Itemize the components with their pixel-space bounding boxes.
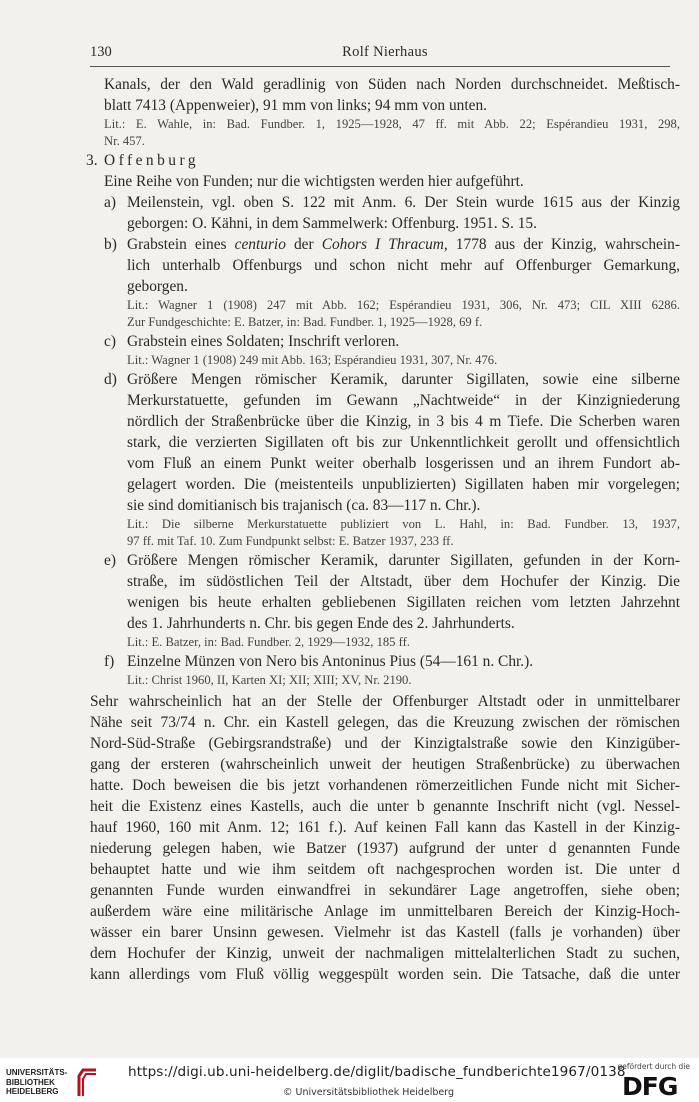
text-line: Einzelne Münzen von Nero bis Antoninus Pius (54—161 n. Chr.).	[127, 653, 534, 670]
lit-line: Lit.: Die silberne Merkurstatuette publiziert von L. Hahl, in: Bad. Fundber. 13, 1937,	[127, 517, 680, 531]
text-line: Nähe seit 73/74 n. Chr. ein Kastell gelegen, das die Kreuzung zwischen der römischen	[90, 714, 680, 731]
text-line: blatt 7413 (Appenweier), 91 mm von links; 94 mm von unten.	[104, 97, 488, 114]
item-label: d)	[104, 371, 117, 388]
lit-line: Lit.: Wagner 1 (1908) 249 mit Abb. 163; Espérandieu 1931, 307, Nr. 476.	[127, 353, 498, 367]
library-name-line: HEIDELBERG	[6, 1087, 59, 1096]
text-line: sie sind domitianisch bis trajanisch (ca. 83—117 n. Chr.).	[127, 497, 481, 514]
permalink-url[interactable]: https://digi.ub.uni-heidelberg.de/diglit/badische_fundberichte1967/0138	[128, 1064, 626, 1080]
text-line: Nord-Süd-Straße (Gebirgsrandstraße) und der Kinzigtalstraße sowie den Kinzigüber-	[90, 735, 680, 752]
closing-paragraph	[90, 691, 680, 985]
item-label: b)	[104, 236, 117, 253]
lit-line: Lit.: E. Batzer, in: Bad. Fundber. 2, 1929—1932, 185 ff.	[127, 635, 410, 649]
ub-heidelberg-logo-icon	[76, 1068, 100, 1098]
list-item-b	[90, 234, 680, 331]
header-rule	[90, 66, 670, 67]
viewer-footer	[0, 1058, 699, 1102]
text-line: dem Hochufer der Kinzig, unweit der nachmaligen mittelalterlichen Stadt zu suchen,	[90, 945, 680, 962]
library-logo[interactable]	[6, 1068, 106, 1098]
text-line: Größere Mengen römischer Keramik, darunter Sigillaten, sowie eine silberne	[127, 371, 680, 388]
page-body	[86, 74, 680, 985]
text-line: heit die Existenz eines Kastells, auch die unter b genannte Inschrift nicht (vgl. Nessel-	[90, 798, 680, 815]
text-line: Meilenstein, vgl. oben S. 122 mit Anm. 6. Der Stein wurde 1615 aus der Kinzig	[127, 194, 680, 211]
dfg-logo[interactable]	[617, 1062, 692, 1101]
intro-paragraph	[90, 74, 680, 116]
text-line: genannten Funde wurden einwandfrei in sekundärer Lage angetroffen, siehe oben;	[90, 882, 680, 899]
text-run: der	[285, 236, 322, 253]
list-item-d	[90, 369, 680, 550]
section-title: Offenburg	[104, 152, 200, 169]
text-line: Größere Mengen römischer Keramik, darunter Sigillaten, gefunden in der Korn-	[127, 552, 680, 569]
lit-line: 97 ff. mit Taf. 10. Zum Fundpunkt selbst: E. Batzer 1937, 233 ff.	[127, 534, 454, 548]
text-run: 1778 aus der Kinzig, wahrschein-	[447, 236, 680, 253]
list-item-a	[90, 192, 680, 234]
text-line: Grabstein eines Soldaten; Inschrift verloren.	[127, 333, 400, 350]
list-item-f	[90, 651, 680, 689]
italic-term: centurio	[234, 236, 286, 253]
italic-term: Cohors I Thracum,	[321, 236, 448, 253]
text-line: Eine Reihe von Funden; nur die wichtigsten werden hier aufgeführt.	[104, 173, 524, 190]
text-line: Merkurstatuette, gefunden im Gewann „Nachtweide“ in der Kinzigniederung	[127, 392, 680, 409]
text-run: Grabstein eines	[127, 236, 235, 253]
section-number: 3.	[86, 152, 98, 169]
item-label: a)	[104, 194, 116, 211]
lit-line: Lit.: E. Wahle, in: Bad. Fundber. 1, 1925—1928, 47 ff. mit Abb. 22; Espérandieu 1931, 298,	[104, 117, 680, 131]
copyright-notice: © Universitätsbibliothek Heidelberg	[283, 1087, 455, 1098]
text-line	[127, 234, 680, 255]
page-header	[90, 44, 680, 64]
text-line: hatte. Doch beweisen die bis jetzt vorhandenen römerzeitlichen Funde nicht mit Sicher-	[90, 777, 680, 794]
lit-line: Nr. 457.	[104, 134, 145, 148]
list-item-c	[90, 331, 680, 369]
text-line: gang der ersteren (wahrscheinlich unweit der heutigen Straßenbrücke) zu überwachen	[90, 756, 680, 773]
library-name-line: BIBLIOTHEK	[6, 1077, 55, 1087]
text-line: Sehr wahrscheinlich hat an der Stelle der Offenburger Altstadt oder in unmittelbarer	[90, 693, 680, 710]
text-line: hauf 1960, 160 mit Anm. 12; 161 f.). Auf keinen Fall kann das Kastell in der Kinzig-	[90, 819, 680, 836]
text-line: straße, im südöstlichen Teil der Altstadt, über dem Hochufer der Kinzig. Die	[127, 573, 680, 590]
intro-literature	[90, 116, 680, 150]
lit-line: Zur Fundgeschichte: E. Batzer, in: Bad. Fundber. 1, 1925—1928, 69 f.	[127, 315, 483, 329]
funder-note: gefördert durch die	[617, 1062, 690, 1071]
text-line: Kanals, der den Wald geradlinig von Süden nach Norden durchschneidet. Meßtisch-	[104, 76, 680, 93]
running-head: Rolf Nierhaus	[342, 44, 428, 60]
text-line: nördlich der Straßenbrücke über die Kinzig, in 3 bis 4 m Tiefe. Die Scherben waren	[127, 413, 680, 430]
text-line: außerdem wäre eine militärische Anlage im unmittelbaren Bereich der Kinzig-Hoch-	[90, 903, 680, 920]
item-label: e)	[104, 552, 116, 569]
text-line: niederung gelegen haben, wie Batzer (1937) aufgrund der unter d genannten Funde	[90, 840, 680, 857]
text-line: gelagert worden. Die (meistenteils unpublizierten) Sigillaten haben mir vorgelegen;	[127, 476, 680, 493]
text-line: geborgen: O. Kähni, in dem Sammelwerk: Offenburg. 1951. S. 15.	[127, 215, 537, 232]
text-line: lich unterhalb Offenburgs und schon nicht mehr auf Offenburger Gemarkung,	[127, 257, 680, 274]
page-number: 130	[90, 44, 112, 60]
section-lead	[90, 171, 680, 192]
text-line: vom Fluß an einem Punkt weiter oberhalb losgerissen und an ihrem Fundort ab-	[127, 455, 680, 472]
lit-line: Lit.: Christ 1960, II, Karten XI; XII; XIII; XV, Nr. 2190.	[127, 673, 412, 687]
library-name-line: UNIVERSITÄTS-	[6, 1068, 68, 1077]
lit-line: Lit.: Wagner 1 (1908) 247 mit Abb. 162; Espérandieu 1931, 306, Nr. 473; CIL XIII 6286.	[127, 298, 680, 312]
text-line: wässer ein barer Unsinn gewesen. Vielmehr ist das Kastell (falls je vorhanden) über	[90, 924, 680, 941]
item-label: f)	[104, 653, 115, 670]
text-line: kann allerdings vom Fluß völlig weggespült worden sein. Die Tatsache, daß die unter	[90, 966, 680, 983]
list-item-e	[90, 550, 680, 651]
text-line: geborgen.	[127, 278, 188, 295]
text-line: behauptet hatte und wie ihm seitdem oft nachgesprochen worden ist. Die unter d	[90, 861, 680, 878]
text-line: wenigen bis heute erhalten gebliebenen Sigillaten reichen vom letzten Jahrzehnt	[127, 594, 680, 611]
section-heading	[86, 150, 680, 171]
library-name	[6, 1068, 67, 1097]
text-line: stark, die verzierten Sigillaten oft bis zur Unkenntlichkeit gerollt und offensichtlich	[127, 434, 680, 451]
item-label: c)	[104, 333, 116, 350]
dfg-logo-text: DFG	[622, 1072, 678, 1101]
text-line: des 1. Jahrhunderts n. Chr. bis gegen Ende des 2. Jahrhunderts.	[127, 615, 515, 632]
